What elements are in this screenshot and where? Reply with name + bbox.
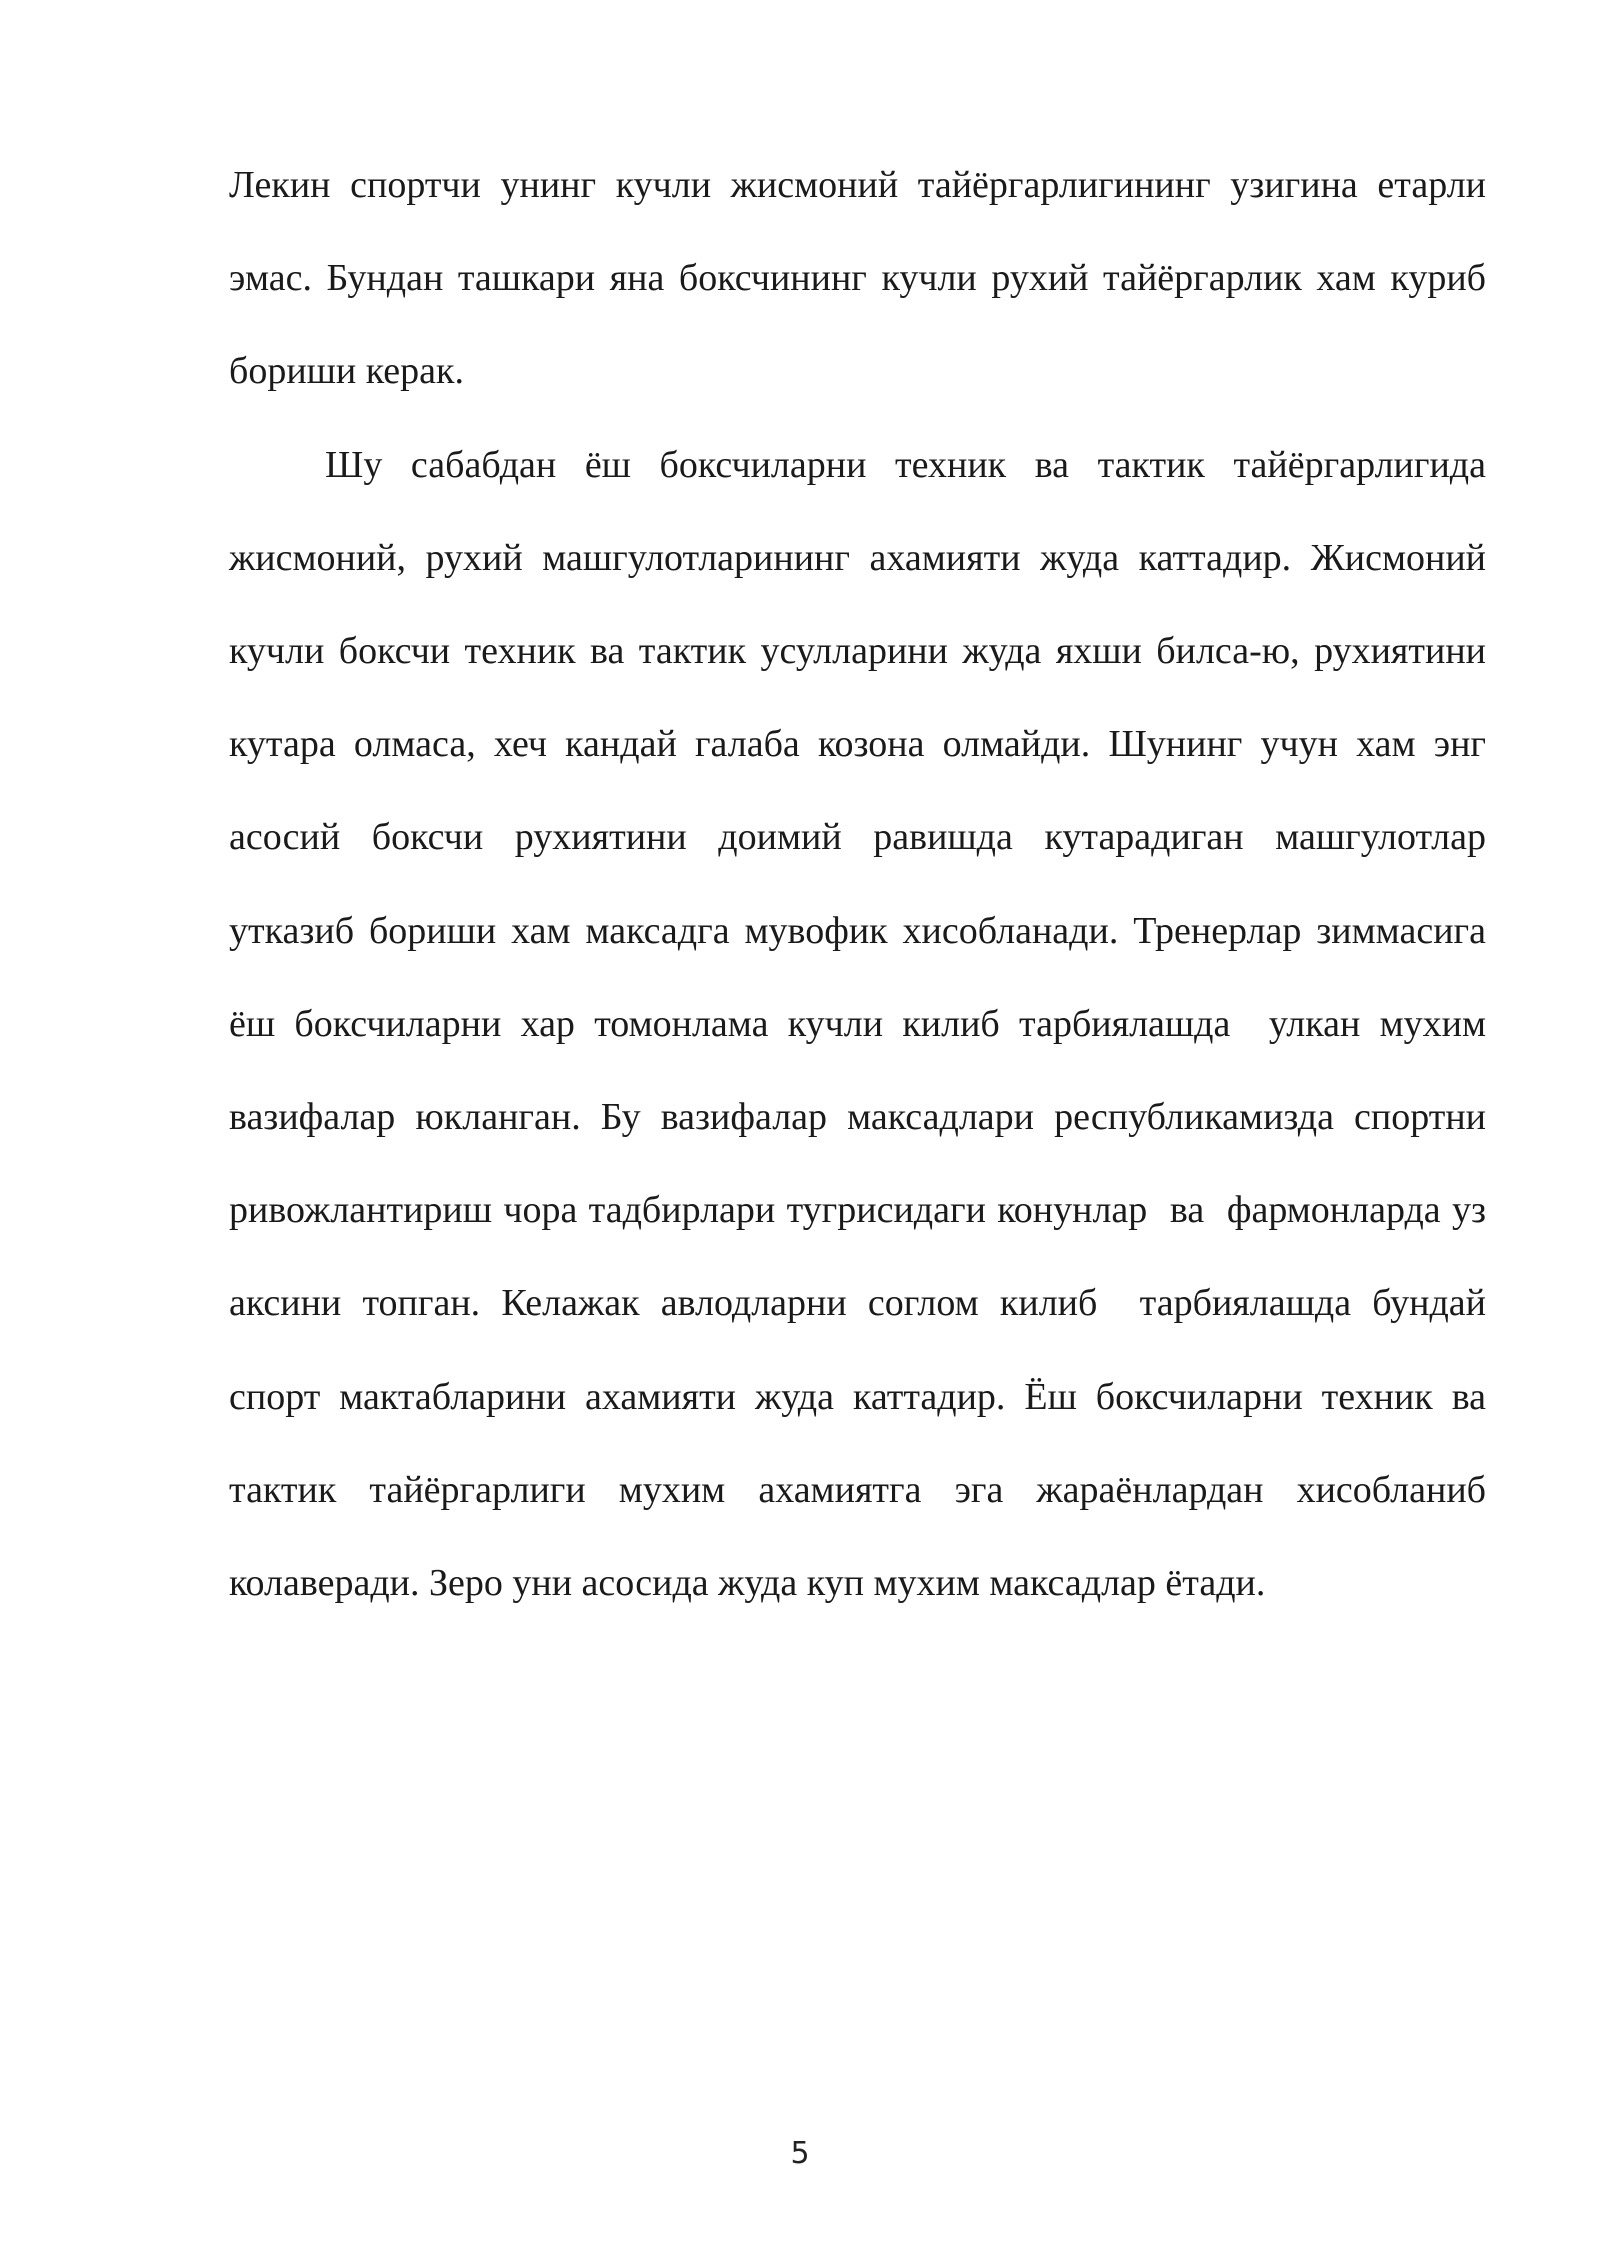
paragraph-1: Лекин спортчи унинг кучли жисмоний тайёргарлигининг узигина етарли эмас. Бундан ташкари яна боксчининг кучли рухий тайёргарлик хам куриб бориши керак. xyxy=(229,164,1496,393)
document-body xyxy=(229,139,1496,1630)
paragraph-2: Шу сабабдан ёш боксчиларни техник ва тактик тайёргарлигида жисмоний, рухий машгулотларининг ахамияти жуда каттадир. Жисмоний кучли боксчи техник ва тактик усулларини жуда яхши билса-ю, рухиятини кутара олмаса, хеч кандай галаба козона олмайди. Шунинг учун хам энг асосий боксчи рухиятини доимий равишда кутарадиган машгулотлар утказиб бориши хам максадга мувофик хисобланади. Тренерлар зиммасига ёш боксчиларни хар томонлама кучли килиб тарбиялашда улкан мухим вазифалар юкланган. Бу вазифалар максадлари республикамизда спортни ривожлантириш чора тадбирлари тугрисидаги конунлар ва фармонларда уз аксини топган. Келажак авлодларни соглом килиб тарбиялашда бундай спорт мактабларини ахамияти жуда каттадир. Ёш боксчиларни техник ва тактик тайёргарлиги мухим ахамиятга эга жараёнлардан хисобланиб колаверади. Зеро уни асосида жуда куп мухим максадлар ётади. xyxy=(229,443,1496,1605)
page-number: 5 xyxy=(790,2136,810,2171)
